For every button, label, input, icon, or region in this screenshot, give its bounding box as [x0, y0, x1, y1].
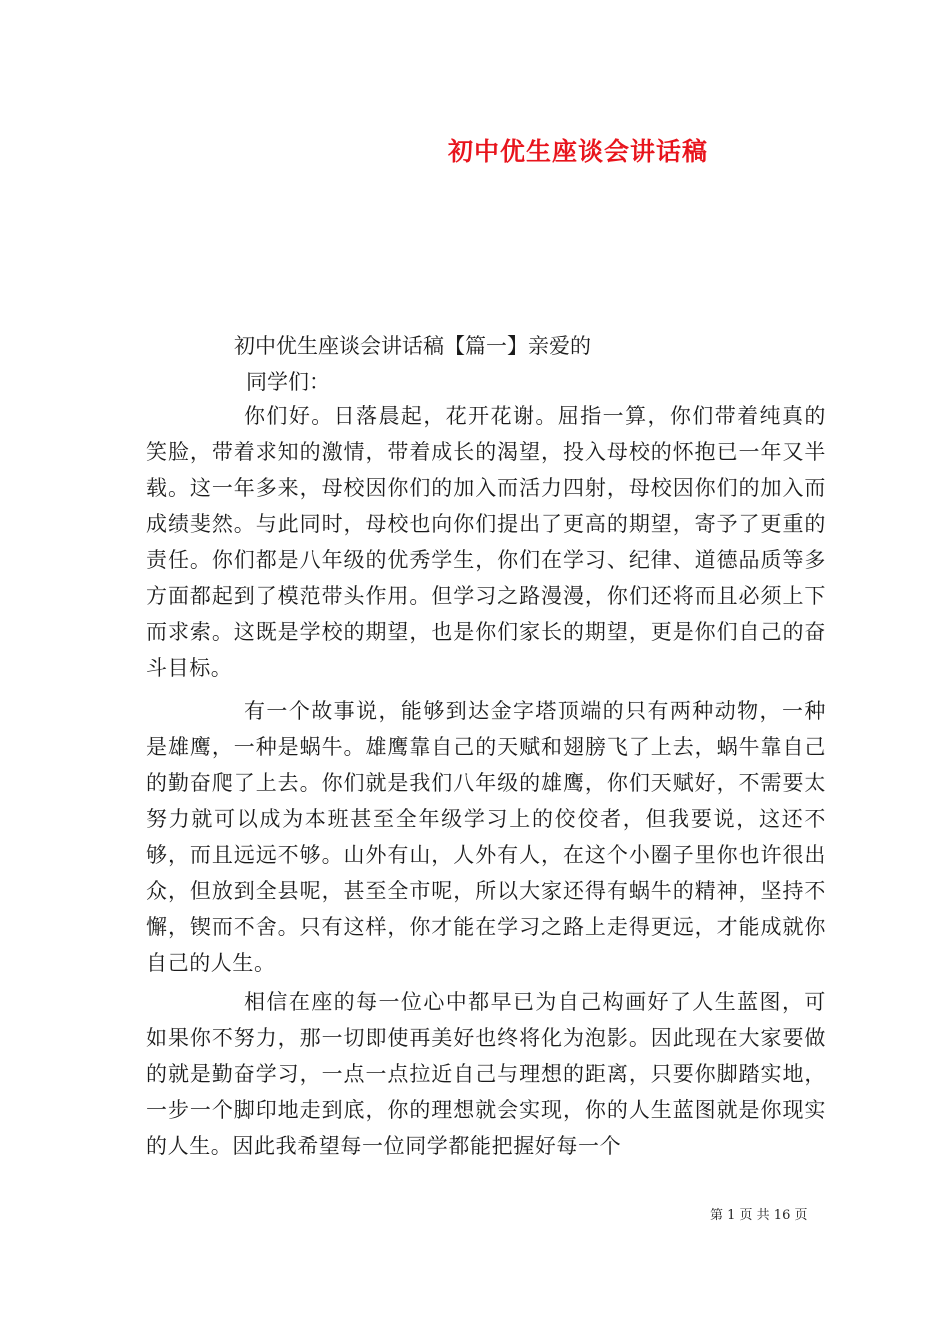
body-paragraph-3: 相信在座的每一位心中都早已为自己构画好了人生蓝图，可如果你不努力，那一切即使再美好也终将化为泡影。因此现在大家要做的就是勤奋学习，一点一点拉近自己与理想的距离，只要你脚踏实地，一步一个脚印地走到底，你的理想就会实现，你的人生蓝图就是你现实的人生。因此我希望每一位同学都能把握好每一个 [146, 990, 826, 1158]
body-paragraph-2: 有一个故事说，能够到达金字塔顶端的只有两种动物，一种是雄鹰，一种是蜗牛。雄鹰靠自己的天赋和翅膀飞了上去，蜗牛靠自己的勤奋爬了上去。你们就是我们八年级的雄鹰，你们天赋好，不需要太努力就可以成为本班甚至全年级学习上的佼佼者，但我要说，这还不够，而且远远不够。山外有山，人外有人，在这个小圈子里你也许很出众，但放到全县呢，甚至全市呢，所以大家还得有蜗牛的精神，坚持不懈，锲而不舍。只有这样，你才能在学习之路上走得更远，才能成就你自己的人生。 [146, 699, 826, 975]
greeting-line: 同学们： [246, 370, 330, 394]
document-title: 初中优生座谈会讲话稿 [448, 137, 709, 166]
page-number-footer: 第 1 页 共 16 页 [710, 1208, 808, 1223]
speech-subtitle: 初中优生座谈会讲话稿【篇一】亲爱的 [234, 334, 591, 358]
body-paragraph-1: 你们好。日落晨起，花开花谢。屈指一算，你们带着纯真的笑脸，带着求知的激情，带着成长的渴望，投入母校的怀抱已一年又半载。这一年多来，母校因你们的加入而活力四射，母校因你们的加入而成绩斐然。与此同时，母校也向你们提出了更高的期望，寄予了更重的责任。你们都是八年级的优秀学生，你们在学习、纪律、道德品质等多方面都起到了模范带头作用。但学习之路漫漫，你们还将而且必须上下而求索。这既是学校的期望，也是你们家长的期望，更是你们自己的奋斗目标。 [146, 404, 826, 680]
